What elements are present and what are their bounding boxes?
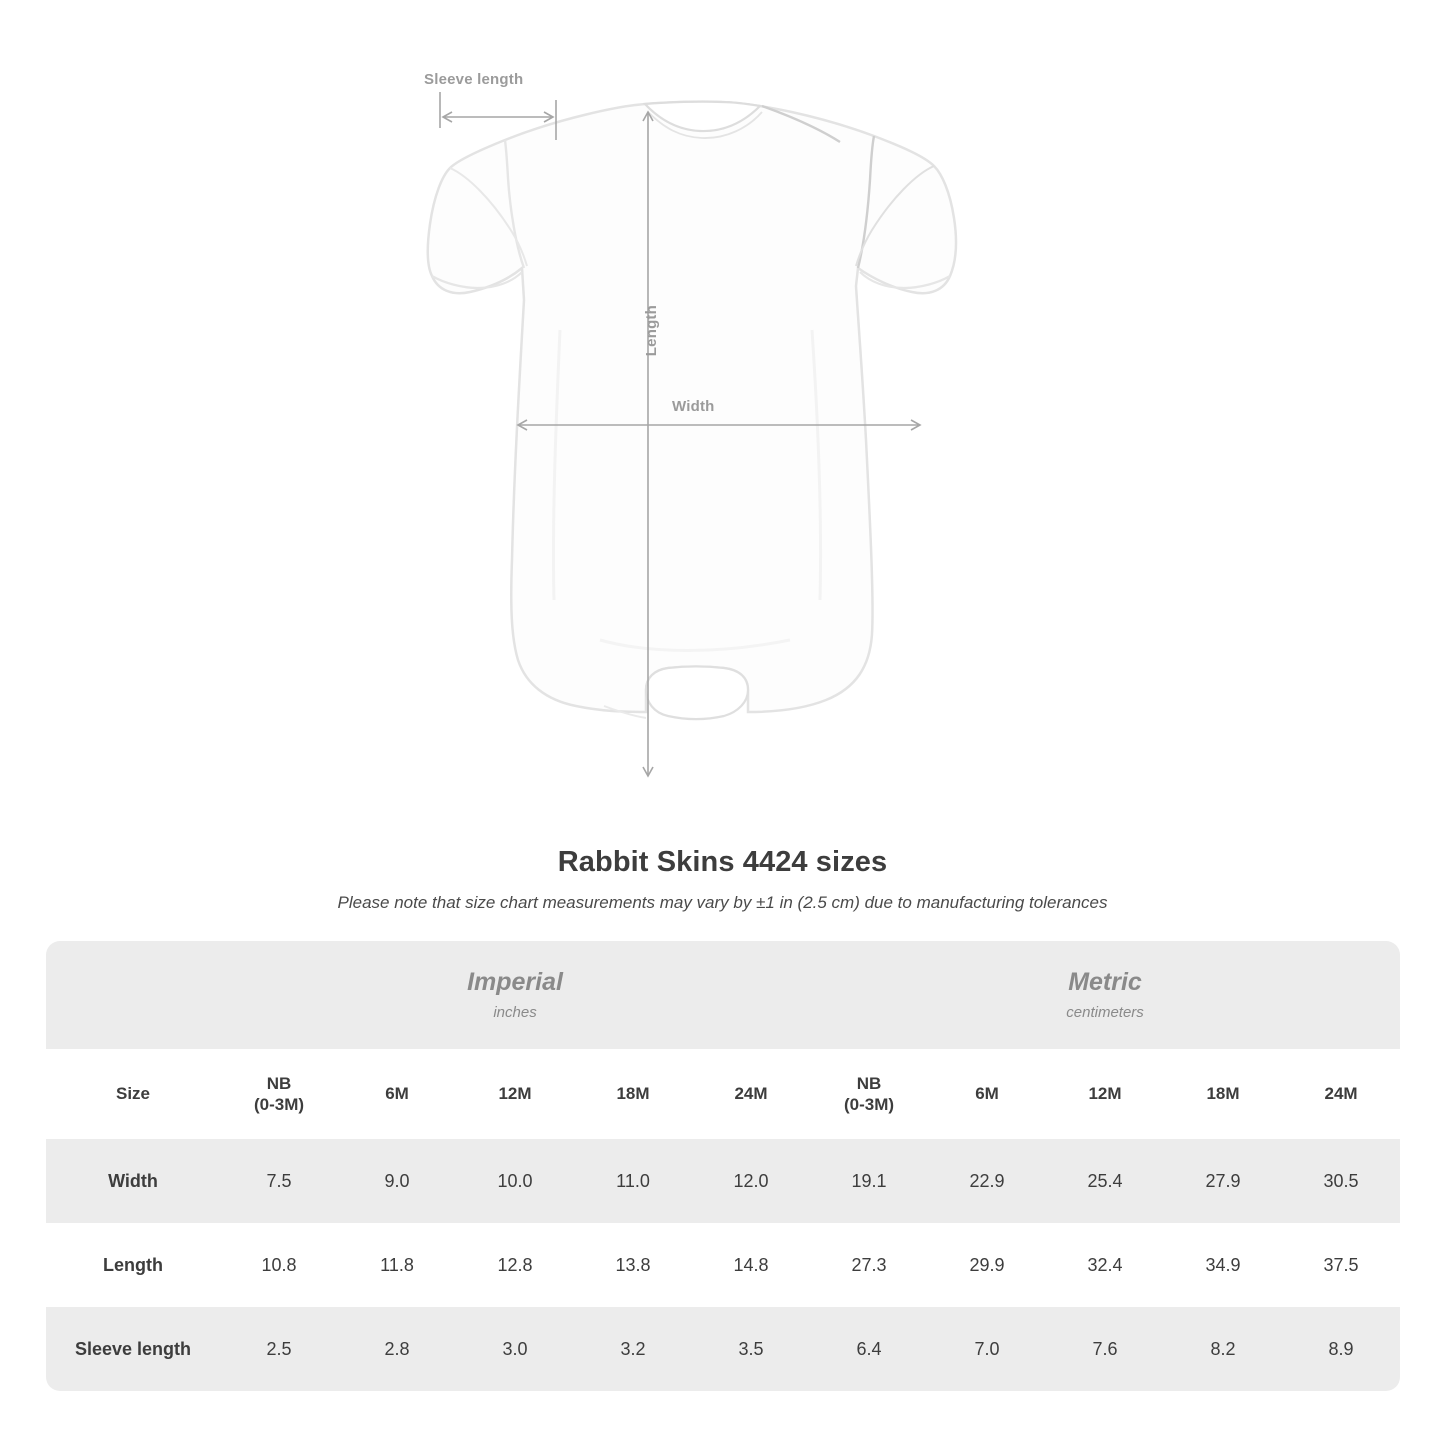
cell-width-2: 10.0 — [456, 1139, 574, 1223]
header-col-7-line1: 12M — [1088, 1084, 1122, 1104]
cell-sleeve-1: 2.8 — [338, 1307, 456, 1391]
row-label-sleeve-length: Sleeve length — [46, 1307, 220, 1391]
table-row — [46, 1139, 1400, 1223]
length-label: Length — [643, 305, 660, 357]
cell-sleeve-8: 8.2 — [1164, 1307, 1282, 1391]
header-col-2-line1: 12M — [498, 1084, 532, 1104]
unit-imperial-name: Imperial — [467, 967, 563, 996]
header-col-5 — [810, 1049, 928, 1139]
header-col-2 — [456, 1049, 574, 1139]
cell-length-9: 37.5 — [1282, 1223, 1400, 1307]
header-col-6-line1: 6M — [975, 1084, 999, 1104]
cell-length-4: 14.8 — [692, 1223, 810, 1307]
cell-length-7: 32.4 — [1046, 1223, 1164, 1307]
cell-length-6: 29.9 — [928, 1223, 1046, 1307]
header-col-1-line1: 6M — [385, 1084, 409, 1104]
header-col-5-line2: (0-3M) — [843, 1095, 895, 1114]
header-col-4-line1: 24M — [734, 1084, 768, 1104]
header-col-7 — [1046, 1049, 1164, 1139]
cell-width-5: 19.1 — [810, 1139, 928, 1223]
tolerance-note: Please note that size chart measurements may vary by ±1 in (2.5 cm) due to manufacturing tolerances — [337, 893, 1108, 912]
cell-sleeve-3: 3.2 — [574, 1307, 692, 1391]
cell-width-4: 12.0 — [692, 1139, 810, 1223]
cell-length-5: 27.3 — [810, 1223, 928, 1307]
cell-sleeve-6: 7.0 — [928, 1307, 1046, 1391]
header-col-9-line1: 24M — [1324, 1084, 1358, 1104]
unit-metric-name: Metric — [1068, 967, 1142, 996]
cell-sleeve-2: 3.0 — [456, 1307, 574, 1391]
header-col-0-line2: (0-3M) — [253, 1095, 305, 1114]
sleeve-length-label: Sleeve length — [424, 71, 524, 88]
header-col-1 — [338, 1049, 456, 1139]
cell-length-8: 34.9 — [1164, 1223, 1282, 1307]
unit-metric-sub: centimeters — [1066, 1004, 1144, 1022]
header-col-5-line1: NB — [856, 1073, 882, 1093]
cell-length-2: 12.8 — [456, 1223, 574, 1307]
cell-width-0: 7.5 — [220, 1139, 338, 1223]
cell-width-8: 27.9 — [1164, 1139, 1282, 1223]
cell-sleeve-5: 6.4 — [810, 1307, 928, 1391]
header-col-4 — [692, 1049, 810, 1139]
width-label: Width — [672, 398, 715, 415]
cell-length-0: 10.8 — [220, 1223, 338, 1307]
cell-width-3: 11.0 — [574, 1139, 692, 1223]
title-block — [0, 846, 1445, 913]
table-row — [46, 1223, 1400, 1307]
cell-length-3: 13.8 — [574, 1223, 692, 1307]
header-col-3 — [574, 1049, 692, 1139]
unit-blank-cell — [46, 941, 220, 1049]
page-title: Rabbit Skins 4424 sizes — [557, 846, 888, 878]
unit-header-row — [46, 941, 1400, 1049]
size-chart-table — [46, 941, 1400, 1391]
header-col-9 — [1282, 1049, 1400, 1139]
cell-sleeve-7: 7.6 — [1046, 1307, 1164, 1391]
header-size: Size — [46, 1049, 220, 1139]
table-row — [46, 1307, 1400, 1391]
header-col-3-line1: 18M — [616, 1084, 650, 1104]
cell-width-6: 22.9 — [928, 1139, 1046, 1223]
unit-imperial-sub: inches — [493, 1004, 537, 1022]
cell-sleeve-9: 8.9 — [1282, 1307, 1400, 1391]
column-header-row — [46, 1049, 1400, 1139]
header-col-0-line1: NB — [266, 1073, 292, 1093]
cell-width-7: 25.4 — [1046, 1139, 1164, 1223]
header-col-0 — [220, 1049, 338, 1139]
cell-width-1: 9.0 — [338, 1139, 456, 1223]
header-col-8-line1: 18M — [1206, 1084, 1240, 1104]
header-col-6 — [928, 1049, 1046, 1139]
unit-group-metric — [810, 941, 1400, 1049]
cell-sleeve-0: 2.5 — [220, 1307, 338, 1391]
cell-sleeve-4: 3.5 — [692, 1307, 810, 1391]
row-label-length: Length — [46, 1223, 220, 1307]
cell-width-9: 30.5 — [1282, 1139, 1400, 1223]
unit-group-imperial — [220, 941, 810, 1049]
header-col-8 — [1164, 1049, 1282, 1139]
size-chart-table-wrap — [46, 941, 1399, 1391]
row-label-width: Width — [46, 1139, 220, 1223]
cell-length-1: 11.8 — [338, 1223, 456, 1307]
